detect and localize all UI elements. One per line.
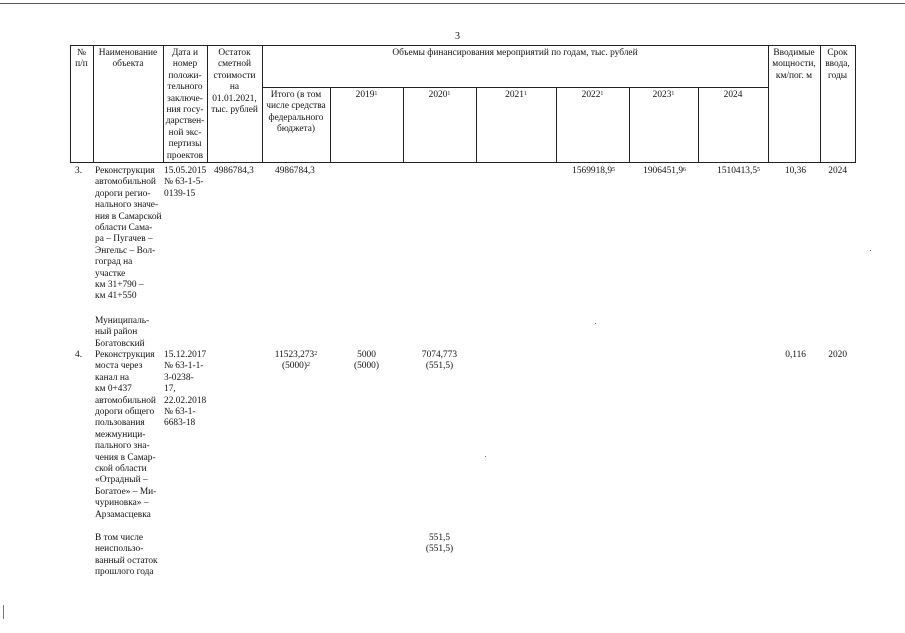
page-number: 3 bbox=[455, 31, 460, 42]
top-border-line bbox=[0, 3, 905, 4]
row-total: 11523,273$^2$ $(5000)^2$ bbox=[274, 350, 318, 372]
row-term: 2024 bbox=[828, 166, 847, 176]
left-edge-mark bbox=[3, 605, 4, 619]
row-2024: 1510413,5$^5$ bbox=[717, 166, 760, 176]
row-2022: 1569918,9$^5$ bbox=[572, 166, 615, 176]
col-header-2021: 2021$^1$ bbox=[505, 90, 527, 100]
col-header-total: Итого (в том числе средства федерального бюджета) bbox=[266, 90, 326, 135]
row-total: 4986784,3 bbox=[275, 166, 315, 176]
col-header-2022: 2022$^1$ bbox=[581, 90, 604, 100]
col-header-number: № п/п bbox=[75, 48, 88, 70]
row-capacity: 0,116 bbox=[785, 350, 806, 360]
row-term: 2020 bbox=[828, 350, 847, 360]
scan-speck bbox=[485, 456, 486, 457]
row-object-name: Реконструкция моста через канал на км 0+437 автомобильной дороги общего пользования межмуници- пального зна- чения в Самар- ской области «Отрадный – Богатое» – Ми- чуриновка» – Арзамасцевка bbox=[95, 350, 157, 520]
row-object-name: В том числе неиспользо- ванный остаток прошлого года bbox=[95, 533, 158, 578]
row-capacity: 10,36 bbox=[784, 166, 806, 176]
scan-speck bbox=[595, 323, 596, 324]
col-header-expertise-date: Дата и номер положи- тельного заключе- ния госу- дарствен- ной экс- пертизы проектов bbox=[165, 48, 205, 161]
col-header-capacity: Вводимые мощности, км/пог. м bbox=[772, 48, 816, 81]
row-2020: 7074,773 (551,5) bbox=[421, 350, 458, 372]
col-header-object-name: Наименование объекта bbox=[98, 48, 158, 70]
row-object-name: Реконструкция автомобильной дороги регио- нального значе- ния в Самарской области Сама- ра – Пугачев – Энгельс – Вол- гоград на участке км 31+790 – км 41+550 bbox=[95, 166, 162, 302]
row-number: 3. bbox=[75, 166, 83, 176]
col-header-2020: 2020$^1$ bbox=[428, 90, 451, 100]
col-header-2023: 2023$^1$ bbox=[652, 90, 675, 100]
row-number: 4. bbox=[75, 350, 83, 360]
col-header-balance: Остаток сметной стоимости на 01.01.2021, тыс. рублей bbox=[211, 48, 258, 116]
row-2019: 5000 (5000) bbox=[354, 350, 379, 372]
district-label: Муниципаль- ный район Богатовский bbox=[95, 316, 150, 349]
col-header-2024: 2024 bbox=[723, 90, 743, 100]
row-2023: 1906451,9$^6$ bbox=[643, 166, 686, 176]
row-expertise-date: 15.05.2015 № 63-1-5- 0139-15 bbox=[164, 166, 207, 199]
col-header-funding: Объемы финансирования мероприятий по годам, тыс. рублей bbox=[392, 48, 638, 58]
row-balance: 4986784,3 bbox=[214, 166, 254, 176]
col-header-2019: 2019$^1$ bbox=[355, 90, 378, 100]
col-header-term: Срок ввода, годы bbox=[825, 48, 850, 81]
row-expertise-date: 15.12.2017 № 63-1-1- 3-0238- 17, 22.02.2018 № 63-1- 6683-18 bbox=[164, 350, 207, 429]
row-2020: 551,5 (551,5) bbox=[425, 533, 454, 555]
scan-speck bbox=[870, 250, 871, 251]
